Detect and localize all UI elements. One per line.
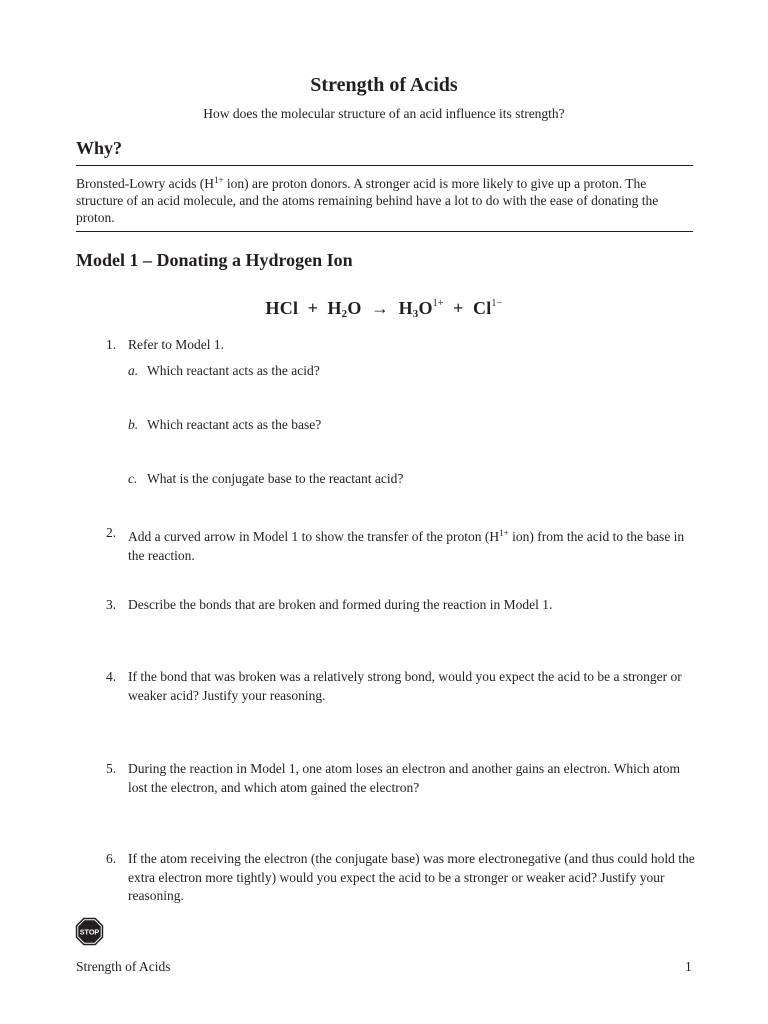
page-subtitle: How does the molecular structure of an acid influence its strength? <box>203 106 565 121</box>
stop-sign-label: STOP <box>79 927 100 937</box>
question-2 <box>106 524 696 565</box>
why-body-charge: 1+ <box>213 175 224 185</box>
model-1-equation <box>0 298 768 320</box>
question-text: What is the conjugate base to the reactant acid? <box>147 471 404 486</box>
eq-plus-2: + <box>453 298 464 318</box>
question-1c <box>128 470 688 488</box>
why-bottom-rule <box>76 231 693 232</box>
question-3 <box>106 596 696 615</box>
question-1b <box>128 416 688 434</box>
why-body <box>76 172 693 226</box>
question-6 <box>106 850 696 906</box>
question-text: If the bond that was broken was a relatively strong bond, would you expect the acid to be a stronger or weaker acid? Justify your reasoning. <box>128 669 682 703</box>
question-text: Which reactant acts as the base? <box>147 417 322 432</box>
question-letter: b. <box>128 417 139 432</box>
stop-sign-icon <box>75 917 104 946</box>
question-text: Which reactant acts as the acid? <box>147 363 320 378</box>
why-top-rule <box>76 165 693 166</box>
why-heading: Why? <box>76 138 123 158</box>
why-body-post: ion) are proton donors. A stronger acid is more likely to give up a proton. The structure of an acid molecule, and the atoms remaining behind have a lot to do with the ease of donating the proton. <box>76 176 659 225</box>
page-number: 1 <box>685 959 692 974</box>
eq-arrow: → <box>370 298 390 318</box>
question-letter: a. <box>128 363 139 378</box>
question-4 <box>106 668 696 705</box>
question-text: If the atom receiving the electron (the conjugate base) was more electronegative (and thus could hold the extra electron more tightly) would you expect the acid to be a stronger or weaker acid? Justify your reasoning. <box>128 851 695 903</box>
question-text: Describe the bonds that are broken and formed during the reaction in Model 1. <box>128 597 553 612</box>
why-body-pre: Bronsted-Lowry acids (H <box>76 176 214 191</box>
model-1-heading: Model 1 – Donating a Hydrogen Ion <box>76 250 353 270</box>
question-1 <box>106 336 696 355</box>
question-text: Add a curved arrow in Model 1 to show the transfer of the proton ($H^{1+}$ ion) from the acid to the base in the reaction. <box>128 528 685 563</box>
question-number: 6. <box>106 851 117 866</box>
question-number: 1. <box>106 337 117 352</box>
question-number: 2. <box>106 525 117 540</box>
question-5 <box>106 760 696 797</box>
eq-cl: $Cl^{1-}$ <box>473 298 503 318</box>
question-text: Refer to Model 1. <box>128 337 224 352</box>
eq-h2o: $H_2O$ <box>327 298 362 320</box>
question-number: 4. <box>106 669 117 684</box>
eq-hcl: HCl <box>265 298 299 318</box>
eq-plus-1: + <box>307 298 319 318</box>
question-number: 5. <box>106 761 117 776</box>
question-number: 3. <box>106 597 117 612</box>
question-1a <box>128 362 688 380</box>
question-letter: c. <box>128 471 138 486</box>
eq-h3o: $H_3O^{1+}$ <box>398 298 444 320</box>
question-text: During the reaction in Model 1, one atom loses an electron and another gains an electron. Which atom lost the electron, and which atom gained the electron? <box>128 761 680 795</box>
footer-title: Strength of Acids <box>76 959 171 974</box>
page-title: Strength of Acids <box>310 74 458 96</box>
